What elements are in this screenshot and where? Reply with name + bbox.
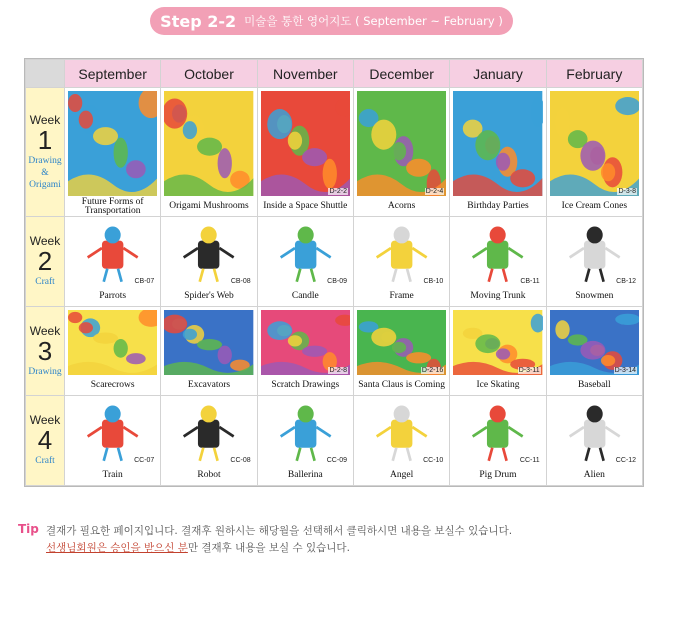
activity-type-line: & bbox=[41, 167, 49, 178]
banner-subtitle: 미술을 통한 영어지도 ( September ~ February ) bbox=[244, 14, 503, 28]
curriculum-table-frame bbox=[24, 58, 644, 487]
activity-card[interactable] bbox=[161, 396, 256, 485]
activity-card[interactable] bbox=[354, 88, 449, 216]
activity-cell[interactable] bbox=[65, 217, 161, 307]
activity-caption: Excavators bbox=[187, 380, 231, 391]
activity-card[interactable] bbox=[354, 217, 449, 306]
activity-caption: Scarecrows bbox=[90, 380, 135, 391]
activity-cell[interactable] bbox=[161, 306, 257, 396]
activity-cell[interactable] bbox=[257, 88, 353, 217]
activity-card[interactable] bbox=[450, 217, 545, 306]
activity-card[interactable] bbox=[450, 396, 545, 485]
activity-cell[interactable] bbox=[546, 88, 642, 217]
activity-type-line: Drawing bbox=[28, 366, 62, 377]
artwork-thumbnail[interactable] bbox=[550, 220, 639, 286]
activity-type-line: Origami bbox=[29, 179, 61, 190]
activity-card[interactable] bbox=[354, 396, 449, 485]
lesson-code: CB-12 bbox=[616, 277, 636, 285]
week-row bbox=[26, 396, 643, 486]
activity-cell[interactable] bbox=[257, 217, 353, 307]
artwork-thumbnail[interactable] bbox=[550, 399, 639, 465]
activity-card[interactable] bbox=[547, 396, 642, 485]
activity-card[interactable] bbox=[161, 88, 256, 216]
activity-caption: Ballerina bbox=[287, 470, 323, 480]
activity-card[interactable] bbox=[161, 217, 256, 306]
activity-caption: Moving Trunk bbox=[470, 290, 526, 301]
artwork-thumbnail[interactable] bbox=[357, 399, 446, 465]
week-activity-type bbox=[26, 366, 64, 378]
lesson-code: CC-08 bbox=[230, 457, 251, 464]
artwork-thumbnail[interactable] bbox=[550, 310, 639, 376]
lesson-code: CC-12 bbox=[615, 457, 636, 464]
lesson-code: D-2-2 bbox=[329, 188, 347, 196]
activity-card[interactable] bbox=[450, 88, 545, 216]
week-number: 1 bbox=[37, 124, 53, 155]
artwork-thumbnail[interactable] bbox=[357, 310, 446, 376]
month-header[interactable]: December bbox=[353, 60, 449, 88]
lesson-code: CB-07 bbox=[134, 277, 155, 285]
activity-card[interactable] bbox=[547, 88, 642, 216]
activity-card[interactable] bbox=[354, 307, 449, 396]
activity-type-line: Drawing bbox=[28, 155, 62, 166]
activity-caption: Pig Drum bbox=[479, 470, 517, 480]
month-header[interactable]: October bbox=[161, 60, 257, 88]
artwork-thumbnail[interactable] bbox=[68, 399, 157, 465]
lesson-code: D-2-4 bbox=[425, 188, 444, 196]
activity-cell[interactable] bbox=[161, 217, 257, 307]
lesson-code: CC-07 bbox=[134, 457, 155, 464]
lesson-code: CC-11 bbox=[519, 457, 540, 464]
activity-card[interactable] bbox=[65, 307, 160, 396]
artwork-thumbnail[interactable] bbox=[357, 220, 446, 286]
activity-caption: Baseball bbox=[577, 380, 611, 391]
artwork-thumbnail[interactable] bbox=[164, 399, 253, 465]
tip-line-2-rest: 만 결재후 내용을 보실 수 있습니다. bbox=[187, 542, 350, 554]
artwork-thumbnail[interactable] bbox=[453, 91, 542, 196]
activity-caption: Ice Skating bbox=[476, 380, 520, 391]
month-header[interactable]: November bbox=[257, 60, 353, 88]
artwork-thumbnail[interactable] bbox=[261, 310, 350, 376]
artwork-thumbnail[interactable] bbox=[357, 91, 446, 196]
activity-cell[interactable] bbox=[353, 88, 449, 217]
month-header-row bbox=[26, 60, 643, 88]
lesson-code: D-2-8 bbox=[329, 367, 347, 375]
activity-caption: Origami Mushrooms bbox=[169, 201, 249, 212]
artwork-thumbnail[interactable] bbox=[164, 91, 253, 196]
activity-cell[interactable] bbox=[450, 88, 546, 217]
activity-caption: Angel bbox=[390, 470, 414, 480]
activity-cell[interactable] bbox=[257, 306, 353, 396]
week-label: Week bbox=[29, 112, 61, 127]
activity-caption: Inside a Space Shuttle bbox=[263, 201, 348, 212]
week-row bbox=[26, 217, 643, 307]
activity-cell[interactable] bbox=[450, 306, 546, 396]
lesson-code: CB-09 bbox=[327, 277, 347, 285]
activity-caption: Robot bbox=[197, 470, 221, 480]
activity-cell[interactable] bbox=[353, 306, 449, 396]
tip-highlight-link[interactable]: 선생님회원은 승인을 받으신 분 bbox=[46, 542, 188, 554]
week-row bbox=[26, 306, 643, 396]
activity-cell[interactable] bbox=[353, 396, 449, 486]
lesson-code: D-3-11 bbox=[518, 367, 540, 375]
tip-label: Tip bbox=[18, 522, 39, 536]
activity-cell[interactable] bbox=[353, 217, 449, 307]
artwork-thumbnail[interactable] bbox=[261, 399, 350, 465]
activity-cell[interactable] bbox=[65, 306, 161, 396]
week-number: 3 bbox=[37, 335, 53, 366]
lesson-code: CB-10 bbox=[423, 277, 444, 285]
activity-type-line: Craft bbox=[35, 456, 55, 467]
activity-caption: Future Forms of Transportation bbox=[81, 196, 144, 216]
artwork-thumbnail[interactable] bbox=[453, 399, 542, 465]
activity-card[interactable] bbox=[258, 88, 353, 216]
activity-card[interactable] bbox=[258, 307, 353, 396]
activity-caption: Acorns bbox=[387, 201, 416, 212]
activity-cell[interactable] bbox=[257, 396, 353, 486]
activity-caption: Santa Claus is Coming bbox=[358, 380, 446, 391]
artwork-thumbnail[interactable] bbox=[550, 91, 639, 196]
activity-card[interactable] bbox=[65, 217, 160, 306]
activity-card[interactable] bbox=[65, 396, 160, 485]
activity-caption: Candle bbox=[291, 290, 319, 301]
banner-step: Step 2-2 bbox=[160, 11, 237, 31]
month-header[interactable]: February bbox=[546, 60, 642, 88]
curriculum-table bbox=[25, 59, 643, 486]
activity-cell[interactable] bbox=[450, 396, 546, 486]
week-label: Week bbox=[29, 413, 61, 428]
section-banner bbox=[150, 7, 513, 35]
artwork-thumbnail[interactable] bbox=[261, 91, 350, 196]
activity-card[interactable] bbox=[161, 307, 256, 396]
artwork-thumbnail[interactable] bbox=[453, 310, 542, 376]
activity-caption: Alien bbox=[583, 470, 605, 480]
week-activity-type bbox=[26, 155, 64, 191]
activity-card[interactable] bbox=[258, 217, 353, 306]
activity-card[interactable] bbox=[258, 396, 353, 485]
tip-line-1: 결재가 필요한 페이지입니다. 결재후 원하시는 해당월을 선택해서 클릭하시면 내용을 보실수 있습니다. bbox=[46, 525, 513, 537]
artwork-thumbnail[interactable] bbox=[164, 310, 253, 376]
artwork-thumbnail[interactable] bbox=[68, 220, 157, 286]
activity-cell[interactable] bbox=[546, 217, 642, 307]
activity-cell[interactable] bbox=[65, 88, 161, 217]
activity-caption: Scratch Drawings bbox=[271, 380, 340, 391]
week-activity-type bbox=[26, 455, 64, 467]
activity-cell[interactable] bbox=[546, 396, 642, 486]
week-label-cell bbox=[26, 88, 65, 217]
activity-caption: Spider's Web bbox=[184, 290, 234, 301]
activity-caption: Frame bbox=[389, 290, 414, 301]
week-activity-type bbox=[26, 276, 64, 288]
activity-caption: Birthday Parties bbox=[467, 201, 529, 212]
activity-caption: Ice Cream Cones bbox=[561, 201, 628, 212]
week-label: Week bbox=[29, 234, 61, 249]
activity-cell[interactable] bbox=[450, 217, 546, 307]
week-row bbox=[26, 88, 643, 217]
month-header[interactable]: September bbox=[65, 60, 161, 88]
week-number: 4 bbox=[37, 425, 53, 456]
artwork-thumbnail[interactable] bbox=[68, 310, 157, 376]
week-label-cell bbox=[26, 306, 65, 396]
activity-caption: Parrots bbox=[99, 290, 127, 301]
artwork-thumbnail[interactable] bbox=[261, 220, 350, 286]
activity-cell[interactable] bbox=[161, 396, 257, 486]
lesson-code: D-3-14 bbox=[614, 367, 636, 375]
activity-cell[interactable] bbox=[161, 88, 257, 217]
month-header[interactable]: January bbox=[450, 60, 546, 88]
artwork-thumbnail[interactable] bbox=[453, 220, 542, 286]
activity-cell[interactable] bbox=[546, 306, 642, 396]
week-label-cell bbox=[26, 396, 65, 486]
artwork-thumbnail[interactable] bbox=[68, 91, 157, 196]
lesson-code: CC-09 bbox=[326, 457, 347, 464]
activity-caption: Snowmen bbox=[575, 290, 614, 301]
week-number: 2 bbox=[37, 246, 53, 277]
artwork-thumbnail[interactable] bbox=[164, 220, 253, 286]
lesson-code: D-2-16 bbox=[421, 367, 444, 375]
lesson-code: CB-11 bbox=[520, 277, 540, 285]
corner-cell bbox=[26, 60, 65, 88]
activity-caption: Train bbox=[102, 470, 123, 480]
week-label: Week bbox=[29, 323, 61, 338]
lesson-code: CC-10 bbox=[423, 457, 444, 464]
tip-line-2 bbox=[46, 540, 350, 555]
week-label-cell bbox=[26, 217, 65, 307]
activity-type-line: Craft bbox=[35, 277, 55, 288]
activity-card[interactable] bbox=[450, 307, 545, 396]
lesson-code: CB-08 bbox=[230, 277, 251, 285]
lesson-code: D-3-8 bbox=[618, 188, 636, 196]
activity-cell[interactable] bbox=[65, 396, 161, 486]
activity-card[interactable] bbox=[547, 307, 642, 396]
activity-card[interactable] bbox=[65, 88, 160, 216]
activity-card[interactable] bbox=[547, 217, 642, 306]
